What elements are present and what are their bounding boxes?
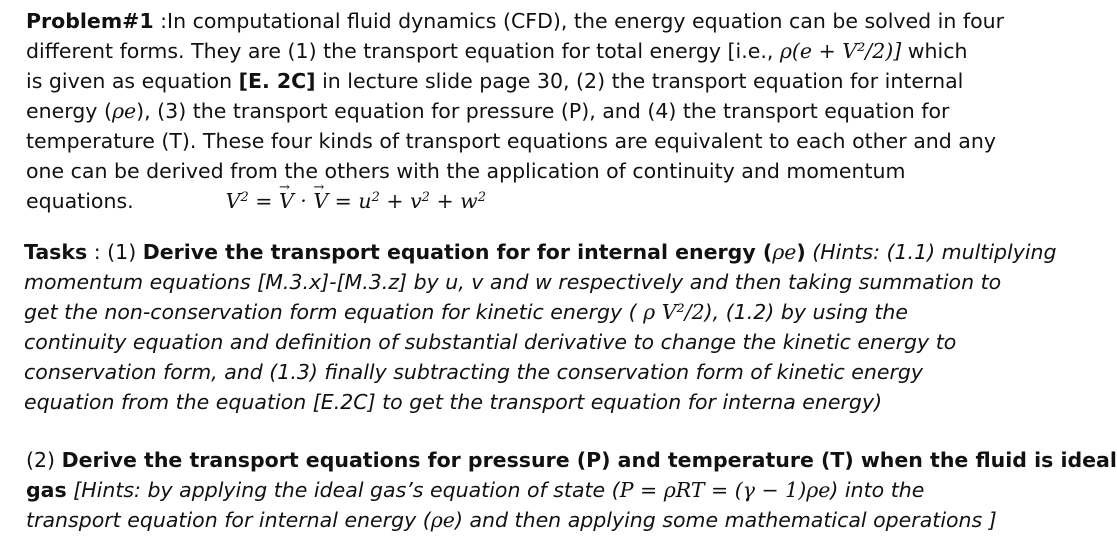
hint-text: conservation form, and (1.3) finally subtracting the conservation form of kinetic energy bbox=[24, 360, 924, 384]
problem-heading: Problem#1 bbox=[26, 9, 154, 33]
math-operator: · bbox=[293, 189, 314, 213]
task1-title: Derive the transport equation for for internal energy ( bbox=[142, 240, 773, 264]
text-line bbox=[26, 36, 1016, 66]
text-line bbox=[26, 96, 1016, 126]
text-line bbox=[24, 357, 1014, 387]
text-line bbox=[26, 505, 1016, 535]
superscript: 2 bbox=[477, 190, 486, 205]
text-line bbox=[26, 66, 1016, 96]
math-internal-energy: ρe bbox=[111, 99, 137, 123]
text-line bbox=[26, 475, 1016, 505]
math-internal-energy: ρe bbox=[772, 240, 797, 264]
hint-text: ) and then applying some mathematical operations ] bbox=[454, 508, 997, 532]
text-span: one can be derived from the others with the application of continuity and momentum bbox=[26, 159, 906, 183]
task2-title: Derive the transport equations for pressure (P) and temperature (T) when the fluid is ideal bbox=[61, 448, 1117, 472]
problem-paragraph bbox=[26, 6, 1016, 216]
hint-text: get the non-conservation form equation for kinetic energy ( bbox=[24, 300, 644, 324]
text-span: ), (3) the transport equation for pressure (P), and (4) the transport equation for bbox=[136, 99, 950, 123]
tasks-label: Tasks bbox=[24, 240, 88, 264]
task2-number: (2) bbox=[26, 448, 62, 472]
text-line bbox=[26, 186, 1016, 216]
hint-text: transport equation for internal energy ( bbox=[26, 508, 431, 532]
tasks-paragraph bbox=[24, 237, 1057, 417]
text-line bbox=[26, 156, 1016, 186]
vector-v: → V bbox=[313, 186, 328, 216]
math-symbol: + w bbox=[429, 189, 478, 213]
hint-text: equation from the equation [E.2C] to get the transport equation for interna energy) bbox=[24, 390, 883, 414]
text-line bbox=[24, 237, 1057, 267]
text-line bbox=[24, 387, 1014, 417]
text-span: : (1) bbox=[87, 240, 143, 264]
text-line bbox=[26, 445, 1117, 475]
task2-title-end: gas bbox=[26, 478, 67, 502]
hint-text: continuity equation and definition of substantial derivative to change the kinetic energy to bbox=[24, 330, 957, 354]
math-symbol: V bbox=[225, 189, 241, 213]
text-line bbox=[24, 267, 1014, 297]
equation-reference: [E. 2C] bbox=[238, 69, 316, 93]
hint-text: (Hints: (1.1) multiplying bbox=[805, 240, 1057, 264]
text-line bbox=[26, 126, 1016, 156]
text-span: temperature (T). These four kinds of transport equations are equivalent to each other and any bbox=[26, 129, 996, 153]
math-kinetic-energy: ρ V²/2 bbox=[643, 300, 705, 324]
text-line bbox=[24, 327, 1014, 357]
text-span: is given as equation bbox=[26, 69, 239, 93]
superscript: 2 bbox=[240, 190, 249, 205]
text-span: equations. bbox=[26, 189, 134, 213]
math-ideal-gas: P = ρRT = (γ − 1)ρe bbox=[619, 478, 831, 502]
text-line bbox=[24, 297, 1014, 327]
text-span: :In computational fluid dynamics (CFD), the energy equation can be solved in four bbox=[153, 9, 1005, 33]
vector-v: → V bbox=[279, 186, 294, 216]
superscript: 2 bbox=[371, 190, 380, 205]
text-line bbox=[26, 6, 1016, 36]
text-span: which bbox=[901, 39, 968, 63]
hint-text: [Hints: by applying the ideal gas’s equation of state ( bbox=[66, 478, 620, 502]
velocity-equation bbox=[226, 186, 486, 216]
math-symbol: = u bbox=[328, 189, 372, 213]
task1-title-end: ) bbox=[796, 240, 806, 264]
text-span: in lecture slide page 30, (2) the transport equation for internal bbox=[315, 69, 964, 93]
math-symbol: + v bbox=[379, 189, 422, 213]
math-internal-energy: ρe bbox=[430, 508, 455, 532]
superscript: 2 bbox=[421, 190, 430, 205]
math-total-energy: ρ(e + V²/2)] bbox=[779, 39, 902, 63]
task2-paragraph bbox=[26, 445, 1117, 535]
hint-text: ) into the bbox=[830, 478, 925, 502]
text-span: different forms. They are (1) the transport equation for total energy [i.e., bbox=[26, 39, 780, 63]
text-span: energy ( bbox=[26, 99, 112, 123]
hint-text: ), (1.2) by using the bbox=[704, 300, 909, 324]
hint-text: momentum equations [M.3.x]-[M.3.z] by u, v and w respectively and then taking summation to bbox=[24, 270, 1002, 294]
math-operator: = bbox=[248, 189, 279, 213]
